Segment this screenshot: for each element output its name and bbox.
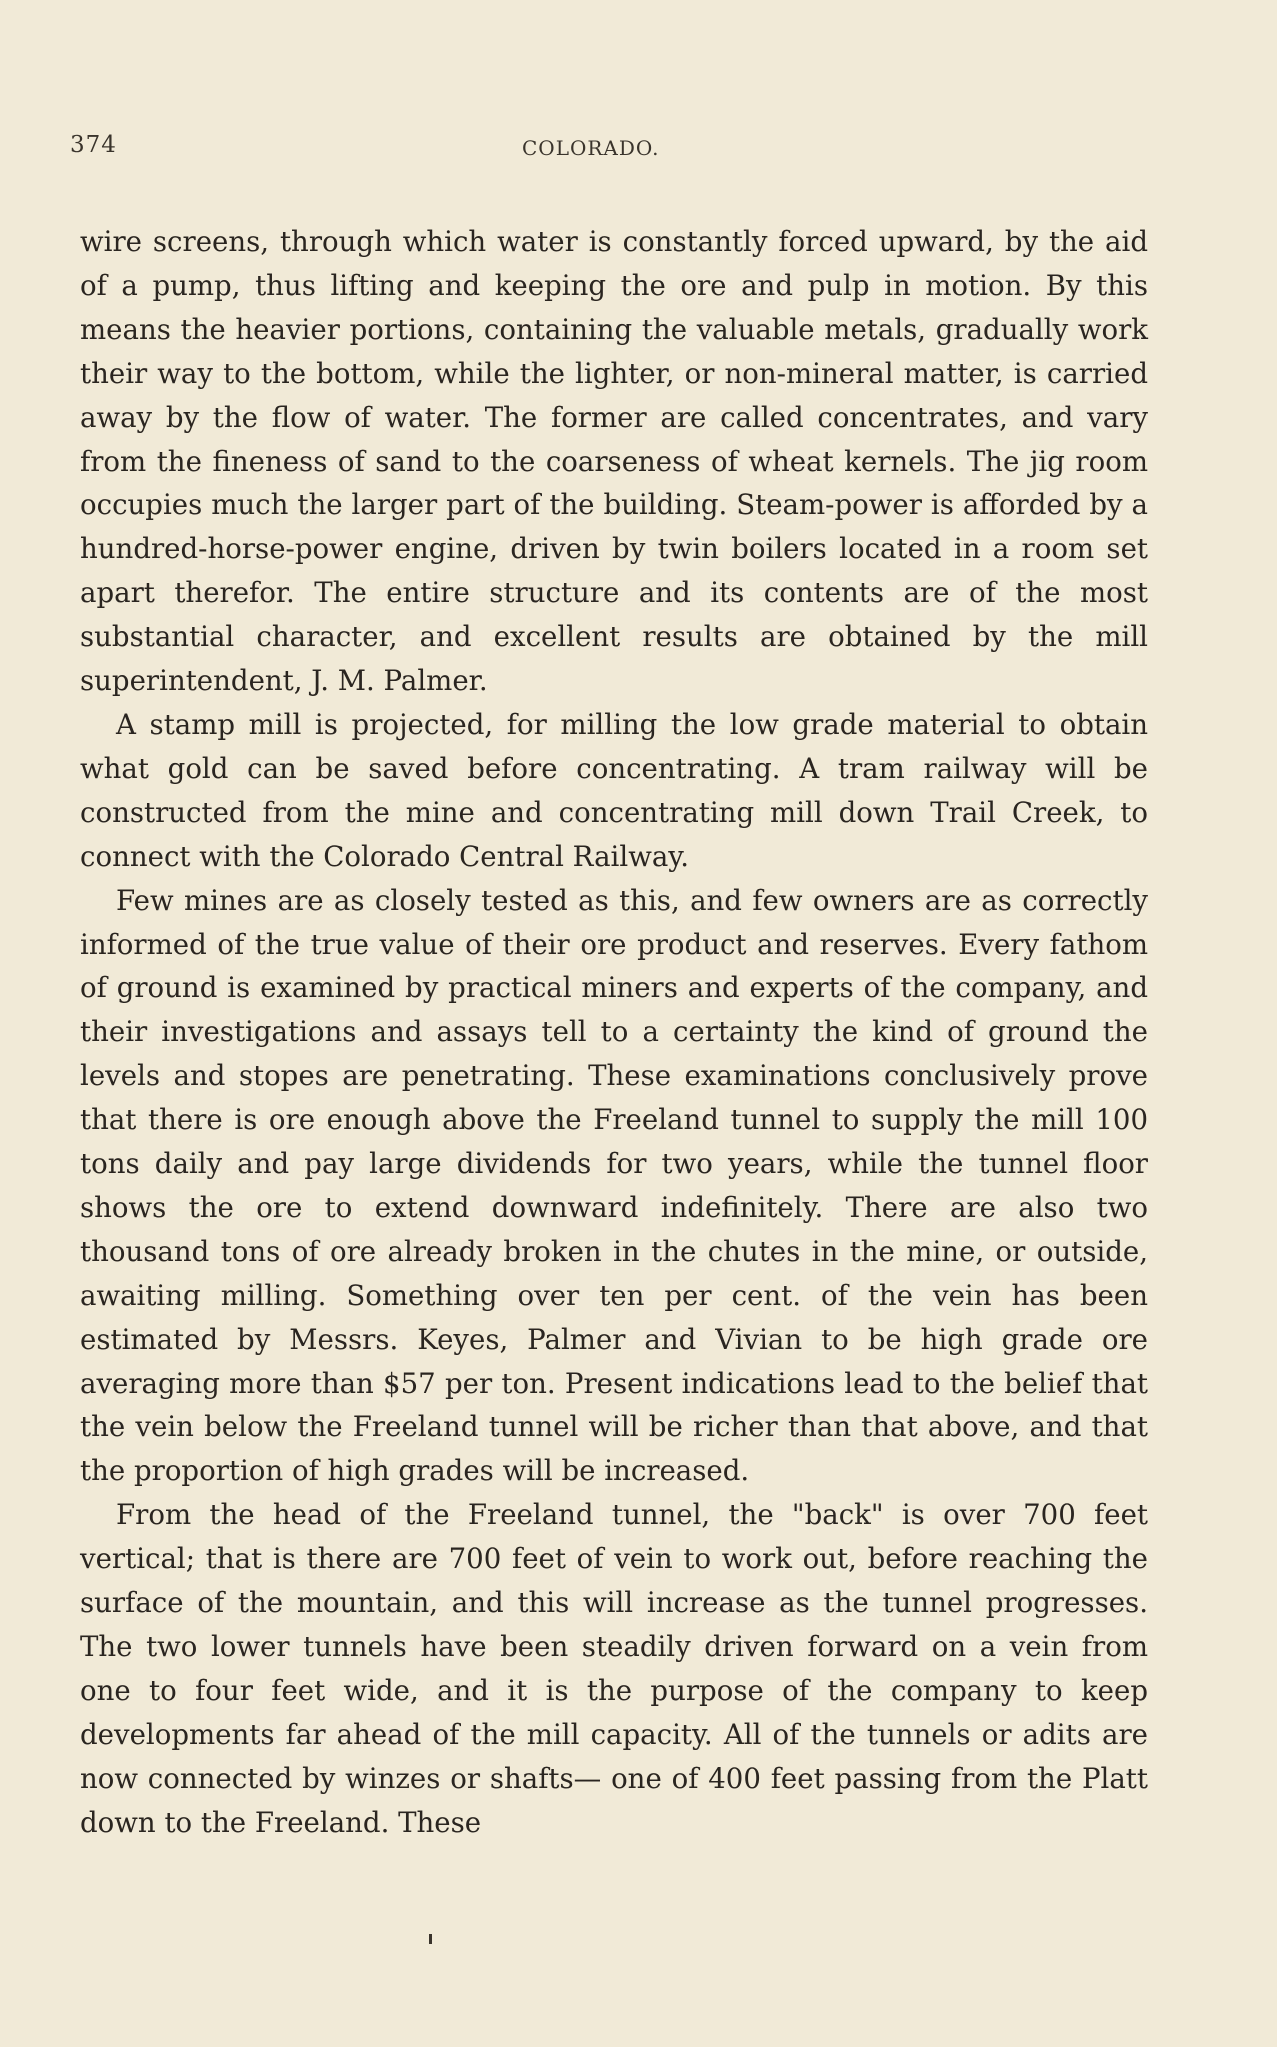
paragraph-4: From the head of the Freeland tunnel, the "back" is over 700 feet vertical; that is there are 700 feet of vein to work out, before reaching the surface of the mountain, and this will increase as the tunnel progresses. The two lower tunnels have been steadily driven forward on a vein from one to four feet wide, and it is the purpose of the company to keep developments far ahead of the mill capacity. All of the tunnels or adits are now connected by winzes or shafts— one of 400 feet passing from the Platt down to the Freeland. These xyxy=(80,1498,1148,1839)
running-title: COLORADO. xyxy=(522,136,660,160)
paragraph-2: A stamp mill is projected, for milling the low grade material to obtain what gold can be saved before concentrating. A tram railway will be constructed from the mine and concentrating mill down Trail Creek, to connect with the Colorado Central Railway. xyxy=(80,707,1148,873)
page-header xyxy=(70,132,1150,172)
paragraph-3: Few mines are as closely tested as this, and few owners are as correctly informed of the true value of their ore product and reserves. Every fathom of ground is examined by practical miners and experts of the company, and their investigations and assays tell to a certainty the kind of ground the levels and stopes are penetrating. These examinations conclusively prove that there is ore enough above the Freeland tunnel to supply the mill 100 tons daily and pay large dividends for two years, while the tunnel floor shows the ore to extend downward indefinitely. There are also two thousand tons of ore already broken in the chutes in the mine, or outside, awaiting milling. Something over ten per cent. of the vein has been estimated by Messrs. Keyes, Palmer and Vivian to be high grade ore averaging more than $57 per ton. Present indications lead to the belief that the vein below the Freeland tunnel will be richer than that above, and that the proportion of high grades will be increased. xyxy=(80,883,1148,1488)
paragraph-1: wire screens, through which water is constantly forced upward, by the aid of a pump, thus lifting and keeping the ore and pulp in motion. By this means the heavier portions, containing the valuable metals, gradually work their way to the bottom, while the lighter, or non-mineral matter, is carried away by the flow of water. The former are called concentrates, and vary from the fineness of sand to the coarseness of wheat kernels. The jig room occupies much the larger part of the building. Steam-power is afforded by a hundred-horse-power engine, driven by twin boilers located in a room set apart therefor. The entire structure and its contents are of the most substantial character, and excellent results are obtained by the mill superintendent, J. M. Palmer. xyxy=(80,225,1148,698)
print-mark xyxy=(429,1934,432,1944)
page-number: 374 xyxy=(70,132,117,158)
body-text xyxy=(80,220,1148,1845)
